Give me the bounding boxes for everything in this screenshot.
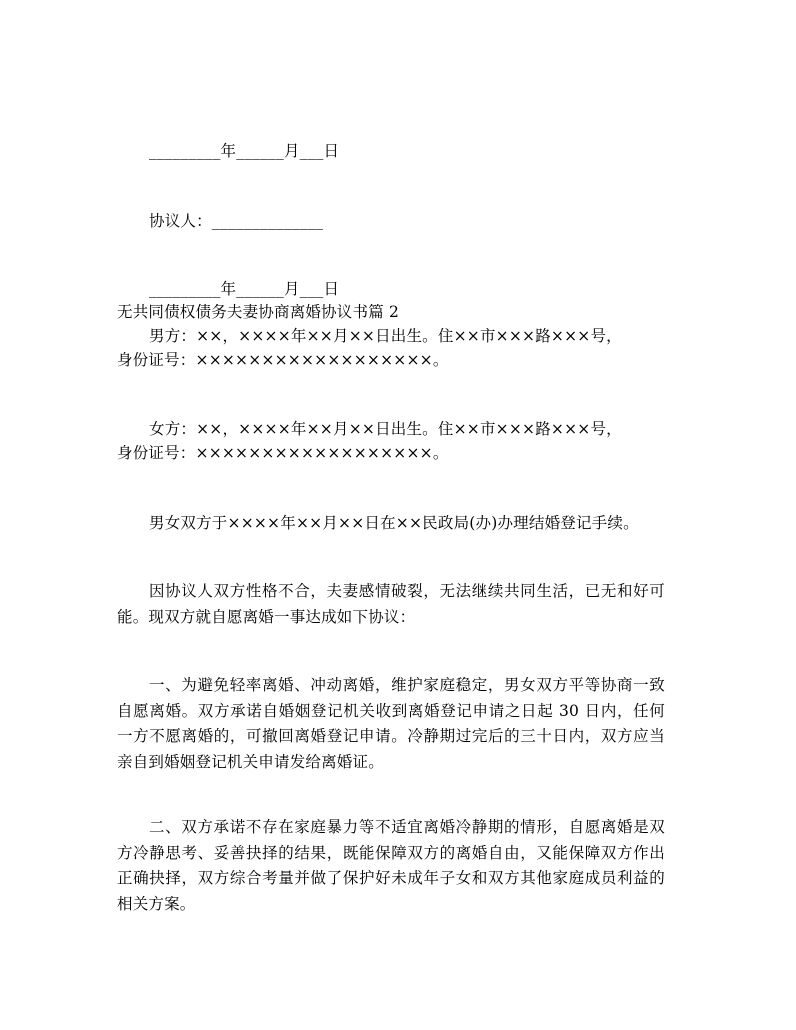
male-info-line: 男方：××，××××年××月××日出生。住××市×××路×××号， — [149, 327, 622, 345]
reason-paragraph: 因协议人双方性格不合，夫妻感情破裂，无法继续共同生活，已无和好可能。现双方就自愿离婚一事达成如下协议： — [117, 582, 665, 626]
date-line-2: _________年______月___日 — [149, 280, 340, 298]
female-id-line: 身份证号：××××××××××××××××××。 — [117, 444, 449, 462]
female-info-line: 女方：××，××××年××月××日出生。住××市×××路×××号， — [149, 420, 622, 438]
clause-2-paragraph: 二、双方承诺不存在家庭暴力等不适宜离婚冷静期的情形，自愿离婚是双方冷静思考、妥善抉择的结果，既能保障双方的离婚自由，又能保障双方作出正确抉择，双方综合考量并做了保护好未成年子女和双方其他家庭成员利益的相关方案。 — [117, 818, 665, 913]
date-line-1: _________年______月___日 — [149, 142, 340, 160]
section-title: 无共同债权债务夫妻协商离婚协议书篇 2 — [117, 303, 400, 321]
clause-1-paragraph: 一、为避免轻率离婚、冲动离婚，维护家庭稳定，男女双方平等协商一致自愿离婚。双方承诺自婚姻登记机关收到离婚登记申请之日起 30 日内，任何一方不愿离婚的，可撤回离婚登记申请。冷静期过完后的三十日内，双方应当亲自到婚姻登记机关申请发给离婚证。 — [117, 676, 665, 771]
signatory-line: 协议人：______________ — [149, 212, 324, 230]
male-id-line: 身份证号：××××××××××××××××××。 — [117, 351, 449, 369]
marriage-registration-line: 男女双方于××××年××月××日在××民政局(办)办理结婚登记手续。 — [149, 514, 639, 532]
